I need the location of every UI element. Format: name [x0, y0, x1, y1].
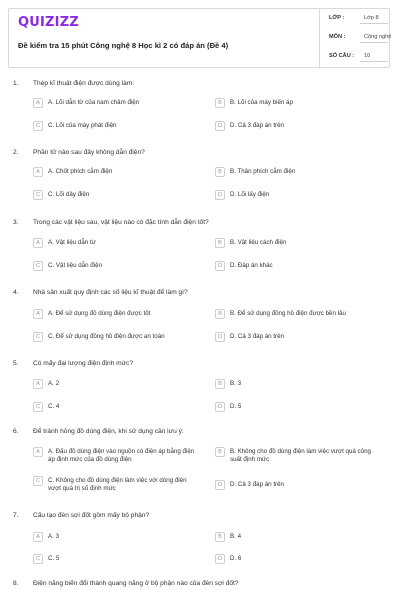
- meta-underline: [360, 23, 388, 24]
- option-text: D. Cả 3 đáp án trên: [230, 333, 285, 340]
- option-letter-box: C: [33, 261, 43, 271]
- worksheet-title: Đề kiểm tra 15 phút Công nghệ 8 Học kì 2 có đáp án (Đề 4): [18, 41, 229, 50]
- option-letter-box: B: [215, 167, 225, 177]
- option-text: A. Để sử dụng đồ dùng điện được tốt: [48, 310, 151, 317]
- option-text: A. Lõi dẫn từ của nam châm điện: [48, 99, 140, 106]
- option-text: C. Lõi của máy phát điện: [48, 122, 117, 129]
- option-letter-box: D: [215, 121, 225, 131]
- meta-label: LỚP :: [329, 15, 345, 21]
- option-letter-box: C: [33, 190, 43, 200]
- option-text: C. Không cho đồ dùng điện làm việc với dòng điện vượt quá trị số định mức: [48, 477, 187, 493]
- meta-label: MÔN :: [329, 34, 346, 40]
- meta-row-grade: [320, 11, 392, 25]
- question-number: 7.: [13, 512, 19, 519]
- question-text: Điện năng biến đổi thành quang năng ở bộ phận nào của đèn sợi đốt?: [33, 580, 239, 587]
- question-number: 4.: [13, 289, 19, 296]
- meta-row-subject: [320, 30, 392, 44]
- option-text: D. Đáp án khác: [230, 262, 273, 269]
- option-letter-box: D: [215, 480, 225, 490]
- option-letter-box: B: [215, 238, 225, 248]
- option-text: C. Lõi dây điện: [48, 191, 90, 198]
- option-letter-box: C: [33, 332, 43, 342]
- meta-value: 10: [364, 53, 371, 59]
- option-letter-box: C: [33, 554, 43, 564]
- option-text: B. Lõi của máy biến áp: [230, 99, 293, 106]
- option-text: D. Lõi lấy điện: [230, 191, 270, 198]
- question-number: 2.: [13, 149, 19, 156]
- option-text: D. 6: [230, 555, 242, 562]
- question-number: 8.: [13, 580, 19, 587]
- question-number: 3.: [13, 219, 19, 226]
- question-number: 6.: [13, 428, 19, 435]
- option-letter-box: D: [215, 402, 225, 412]
- option-letter-box: B: [215, 309, 225, 319]
- option-letter-box: C: [33, 402, 43, 412]
- option-letter-box: B: [215, 447, 225, 457]
- option-letter-box: A: [33, 532, 43, 542]
- option-letter-box: A: [33, 379, 43, 389]
- option-text: A. 3: [48, 533, 60, 540]
- option-letter-box: D: [215, 554, 225, 564]
- option-text: C. 5: [48, 555, 60, 562]
- question-text: Thép kĩ thuật điện được dùng làm:: [33, 80, 135, 87]
- question-text: Để tránh hỏng đồ dùng điện, khi sử dụng cần lưu ý:: [33, 428, 184, 435]
- option-text: A. 2: [48, 380, 60, 387]
- question-number: 5.: [13, 360, 19, 367]
- meta-label: SỐ CÂU :: [329, 53, 355, 59]
- option-text: D. Cả 3 đáp án trên: [230, 481, 285, 488]
- option-text: A. Chốt phích cắm điện: [48, 168, 113, 175]
- option-letter-box: D: [215, 261, 225, 271]
- question-text: Có mấy đại lượng điện định mức?: [33, 360, 134, 367]
- option-letter-box: D: [215, 332, 225, 342]
- option-text: A. Vật liệu dẫn từ: [48, 239, 96, 246]
- option-text: B. Thân phích cắm điện: [230, 168, 296, 175]
- meta-row-count: [320, 49, 392, 63]
- option-text: A. Đấu đồ dùng điện vào nguồn có điện áp bằng điện áp định mức của đồ dùng điện: [48, 448, 195, 464]
- option-text: C. Để sử dụng đồng hồ điện được an toàn: [48, 333, 165, 340]
- option-text: B. Không cho đồ dùng điện làm việc vượt quá công suất định mức: [230, 448, 371, 464]
- option-text: B. 3: [230, 380, 242, 387]
- option-letter-box: B: [215, 532, 225, 542]
- option-text: D. Cả 3 đáp án trên: [230, 122, 285, 129]
- question-text: Trong các vật liệu sau, vật liệu nào có đặc tính dẫn điện tốt?: [33, 219, 209, 226]
- meta-underline: [360, 61, 388, 62]
- question-text: Nhà sản xuất quy định các số liệu kĩ thuật để làm gì?: [33, 289, 188, 296]
- option-text: B. 4: [230, 533, 242, 540]
- meta-underline: [360, 42, 388, 43]
- option-letter-box: B: [215, 98, 225, 108]
- option-text: D. 5: [230, 403, 242, 410]
- meta-value: Công nghệ: [364, 34, 392, 40]
- option-letter-box: A: [33, 238, 43, 248]
- option-text: C. Vật liệu dẫn điện: [48, 262, 103, 269]
- worksheet-header: [8, 8, 390, 68]
- option-text: C. 4: [48, 403, 60, 410]
- meta-value: Lớp 8: [364, 15, 379, 21]
- option-letter-box: A: [33, 309, 43, 319]
- question-text: Phần tử nào sau đây không dẫn điện?: [33, 149, 145, 156]
- option-letter-box: A: [33, 98, 43, 108]
- question-number: 1.: [13, 80, 19, 87]
- option-letter-box: C: [33, 121, 43, 131]
- option-letter-box: A: [33, 447, 43, 457]
- option-text: B. Vật liệu cách điện: [230, 239, 287, 246]
- question-text: Cấu tạo đèn sợi đốt gồm mấy bộ phận?: [33, 512, 150, 519]
- option-letter-box: A: [33, 167, 43, 177]
- option-letter-box: B: [215, 379, 225, 389]
- quizizz-logo: QUIZIZZ: [18, 15, 79, 30]
- option-text: B. Để sử dụng đồng hồ điện được bền lâu: [230, 310, 346, 317]
- option-letter-box: C: [33, 476, 43, 486]
- meta-panel: [319, 9, 391, 69]
- option-letter-box: D: [215, 190, 225, 200]
